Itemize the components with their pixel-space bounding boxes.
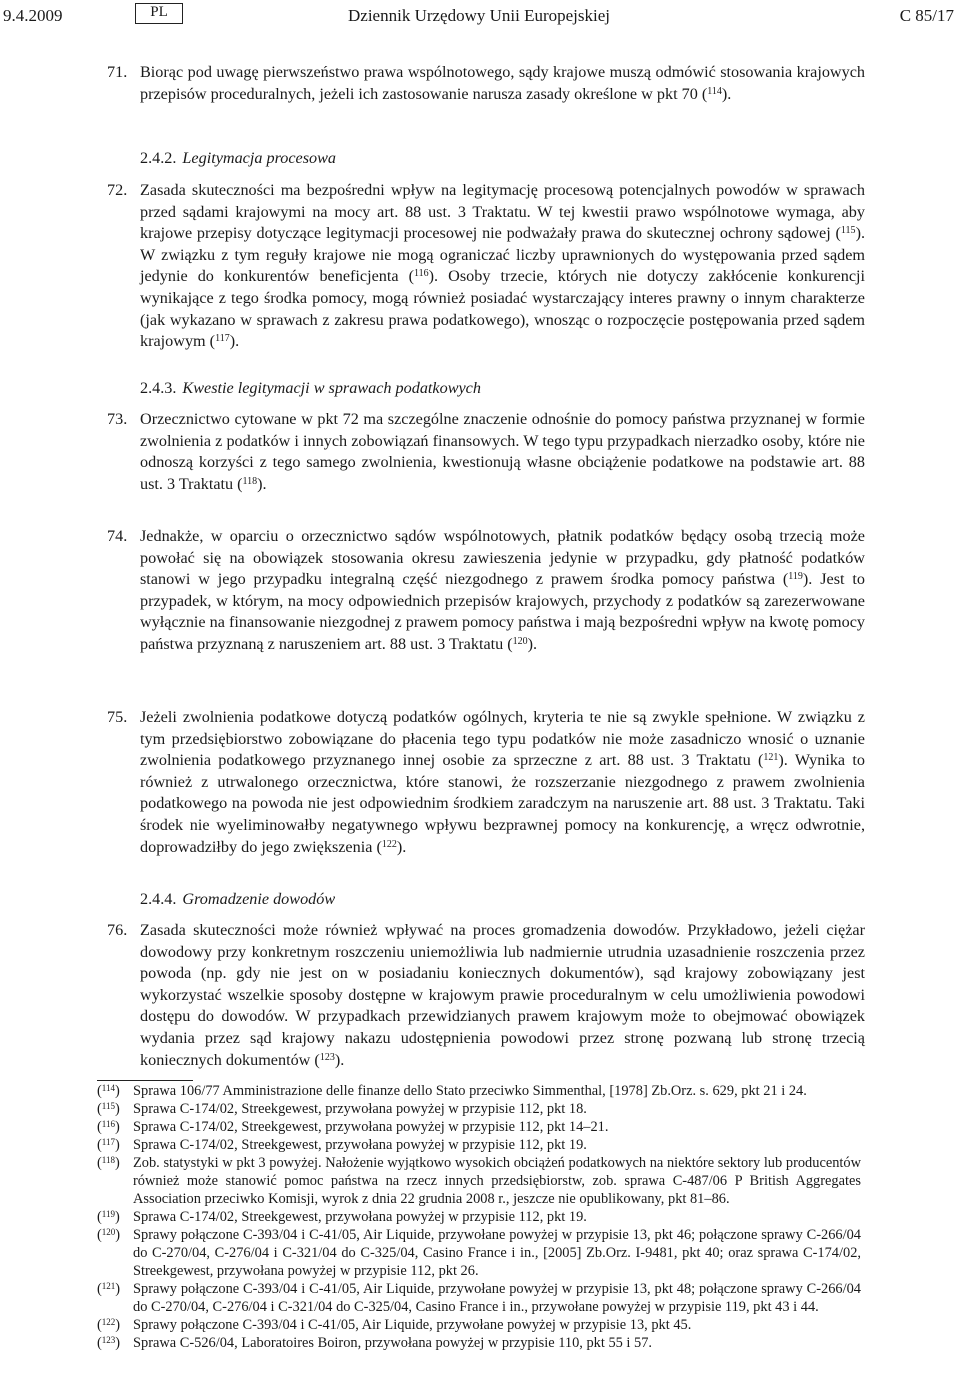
footnote-number: ($^{115}$) xyxy=(97,1101,120,1117)
language-badge: PL xyxy=(135,3,183,24)
footnote-text: Sprawy połączone C-393/04 i C-41/05, Air Liquide, przywołane powyżej w przypisie 13, pkt 46; połączone sprawy C-266/04 do C-270/04, C-276/04 i C-321/04 do C-325/04, Casino France i in., [2005] Zb.Orz. I-9481, pkt 40; oraz sprawa C-174/02, Streekgewest, przywołana powyżej w przypisie 112, pkt 26. xyxy=(133,1227,861,1279)
paragraph-72 xyxy=(107,180,865,353)
footnote-ref[interactable]: 123 xyxy=(319,1051,335,1063)
footnote-item xyxy=(97,1334,861,1352)
paragraph-number: 75. xyxy=(107,708,128,726)
footnote-text: Sprawa C-174/02, Streekgewest, przywołana powyżej w przypisie 112, pkt 19. xyxy=(133,1137,587,1153)
section-heading-2-4-2 xyxy=(140,147,336,169)
footnote-ref[interactable]: 120 xyxy=(512,635,528,647)
paragraph-text: Zasada skuteczności ma bezpośredni wpływ na legitymację procesową potencjalnych powodów w sprawach przed sądami krajowymi na mocy art. 88 ust. 3 Traktatu. W tej kwestii prawo wspólnotowe wymaga, aby krajowe przepisy dotyczące legitymacji procesowej nie podważały prawa do skutecznej ochrony sądowej ($^{115}$). W związku z tym reguły krajowe nie mogą ograniczać liczby uprawnionych do występowania przed sądem jedynie do konkurentów beneficjenta ($^{116}$). Osoby trzecie, których nie dotyczy zakłócenie konkurencji wynikające z tego środka pomocy, mogą również posiadać wystarczający interes prawny o innym charakterze (jak wykazano w sprawach z zakresu prawa podatkowego), wnosząc o rozpoczęcie postępowania przed sądem krajowym ($^{117}$). xyxy=(140,181,865,351)
footnotes xyxy=(97,1082,861,1352)
paragraph-text: Biorąc pod uwagę pierwszeństwo prawa wspólnotowego, sądy krajowe muszą odmówić stosowania krajowych przepisów proceduralnych, jeżeli ich zastosowanie narusza zasady określone w pkt 70 ($^{114}$). xyxy=(140,63,865,103)
paragraph-75 xyxy=(107,707,865,858)
footnote-item xyxy=(97,1226,861,1280)
footnote-text: Sprawy połączone C-393/04 i C-41/05, Air Liquide, przywołane powyżej w przypisie 13, pkt 45. xyxy=(133,1317,692,1333)
section-heading-2-4-3 xyxy=(140,377,481,399)
header-date: 9.4.2009 xyxy=(3,6,63,25)
paragraph-number: 74. xyxy=(107,527,128,545)
footnote-item xyxy=(97,1154,861,1208)
paragraph-number: 71. xyxy=(107,63,128,81)
footnote-ref[interactable]: 118 xyxy=(242,475,258,487)
footnote-ref[interactable]: 116 xyxy=(414,268,429,280)
footnote-text: Sprawy połączone C-393/04 i C-41/05, Air Liquide, przywołane powyżej w przypisie 13, pkt 48; połączone sprawy C-266/04 do C-270/04, C-276/04 i C-321/04 do C-325/04, Casino France i in., przywołane powyżej w przypisie 119, pkt 43 i 44. xyxy=(133,1281,861,1315)
footnote-ref[interactable]: 117 xyxy=(215,333,230,345)
footnote-number: ($^{121}$) xyxy=(97,1281,121,1297)
footnote-number: ($^{122}$) xyxy=(97,1317,121,1333)
section-title: Gromadzenie dowodów xyxy=(182,890,336,908)
footnote-number: ($^{119}$) xyxy=(97,1209,120,1225)
footnote-item xyxy=(97,1208,861,1226)
section-title: Kwestie legitymacji w sprawach podatkowych xyxy=(182,379,481,397)
footnote-number: ($^{123}$) xyxy=(97,1335,121,1351)
footnote-ref[interactable]: 115 xyxy=(840,225,856,237)
footnote-item xyxy=(97,1082,861,1100)
paragraph-text: Jednakże, w oparciu o orzecznictwo sądów wspólnotowych, płatnik podatków będący osobą trzecią może powołać się na obowiązek stosowania okresu zawieszenia jedynie w przypadku, gdy płatność podatków stanowi w jego przypadku integralną część niezgodnego z prawem środka pomocy państwa ($^{119}$). Jest to przypadek, w którym, na mocy odpowiednich przepisów krajowych, przychody z podatków są zarezerwowane wyłącznie na finansowanie niezgodnej z prawem pomocy państwa i mają bezpośredni wpływ na kwotę pomocy państwa przyznaną z naruszeniem art. 88 ust. 3 Traktatu ($^{120}$). xyxy=(140,527,865,653)
footnote-number: ($^{120}$) xyxy=(97,1227,121,1243)
footnote-number: ($^{118}$) xyxy=(97,1155,120,1171)
paragraph-74 xyxy=(107,526,865,656)
footnote-text: Sprawa C-526/04, Laboratoires Boiron, przywołana powyżej w przypisie 110, pkt 55 i 57. xyxy=(133,1335,653,1351)
section-title: Legitymacja procesowa xyxy=(182,149,337,167)
footnote-ref[interactable]: 121 xyxy=(763,752,779,764)
footnote-text: Sprawa C-174/02, Streekgewest, przywołana powyżej w przypisie 112, pkt 18. xyxy=(133,1101,587,1117)
footnote-text: Sprawa C-174/02, Streekgewest, przywołana powyżej w przypisie 112, pkt 19. xyxy=(133,1209,587,1225)
section-number: 2.4.2. xyxy=(140,149,177,167)
paragraph-number: 73. xyxy=(107,410,128,428)
footnote-ref[interactable]: 122 xyxy=(381,838,397,850)
page-reference: C 85/17 xyxy=(899,6,954,25)
paragraph-76 xyxy=(107,920,865,1071)
paragraph-73 xyxy=(107,409,865,495)
paragraph-text: Zasada skuteczności może również wpływać na proces gromadzenia dowodów. Przykładowo, jeżeli ciężar dowodowy przy konkretnym roszczeniu uniemożliwia lub nadmiernie utrudnia uzasadnienie roszczenia przez powoda (np. gdy nie jest on w posiadaniu koniecznych dokumentów), sąd krajowy zobowiązany jest wykorzystać wszelkie sposoby dostępne w krajowym prawie proceduralnym w celu umożliwienia powodowi dostępu do dowodów. W przypadkach przewidzianych prawem krajowym może to obejmować obowiązek wydania przez sąd krajowy nakazu udostępnienia powodowi przez stronę pozwaną lub stronę trzecią koniecznych dokumentów ($^{123}$). xyxy=(140,921,865,1069)
footnote-item xyxy=(97,1118,861,1136)
paragraph-text: Orzecznictwo cytowane w pkt 72 ma szczególne znaczenie odnośnie do pomocy państwa przyznanej w formie zwolnienia z podatków i innych zobowiązań finansowych. W tego typu przypadkach nierzadko osoby, które nie odnoszą korzyści z tego samego zwolnienia, kwestionują własne obciążenie podatkowe na podstawie art. 88 ust. 3 Traktatu ($^{118}$). xyxy=(140,410,865,493)
footnote-divider xyxy=(97,1080,193,1081)
footnote-number: ($^{117}$) xyxy=(97,1137,120,1153)
footnote-text: Sprawa C-174/02, Streekgewest, przywołana powyżej w przypisie 112, pkt 14–21. xyxy=(133,1119,609,1135)
section-heading-2-4-4 xyxy=(140,888,335,910)
journal-title: Dziennik Urzędowy Unii Europejskiej xyxy=(348,6,611,25)
footnote-number: ($^{116}$) xyxy=(97,1119,120,1135)
paragraph-text: Jeżeli zwolnienia podatkowe dotyczą podatków ogólnych, kryteria te nie są zwykle spełnione. W związku z tym przedsiębiorstwo zobowiązane do płacenia tego typu podatków nie może zasadniczo wnosić o uznanie zwolnienia podatkowego przyznanego innej osobie za sprzeczne z art. 88 ust. 3 Traktatu ($^{121}$). Wynika to również z utrwalonego orzecznictwa, które stanowi, że rozszerzanie niezgodnego z prawem zwolnienia podatkowego na powoda nie jest odpowiednim środkiem zaradczym na naruszenie art. 88 ust. 3 Traktatu. Taki środek nie wyeliminowałby negatywnego wpływu bezprawnej pomocy na konkurencję, a wręcz odwrotnie, doprowadziłby do jego zwiększenia ($^{122}$). xyxy=(140,708,865,856)
section-number: 2.4.3. xyxy=(140,379,177,397)
footnote-item xyxy=(97,1316,861,1334)
paragraph-number: 76. xyxy=(107,921,128,939)
footnote-number: ($^{114}$) xyxy=(97,1083,120,1099)
footnote-text: Sprawa 106/77 Amministrazione delle finanze dello Stato przeciwko Simmenthal, [1978] Zb.Orz. s. 629, pkt 21 i 24. xyxy=(133,1083,807,1099)
section-number: 2.4.4. xyxy=(140,890,177,908)
footnote-ref[interactable]: 114 xyxy=(707,85,722,97)
footnote-ref[interactable]: 119 xyxy=(788,571,803,583)
paragraph-71 xyxy=(107,62,865,105)
footnote-item xyxy=(97,1100,861,1118)
footnote-text: Zob. statystyki w pkt 3 powyżej. Nałożenie wyjątkowo wysokich obciążeń podatkowych na niektóre sektory lub producentów również może stanowić pomoc państwa na rzecz innych przedsiębiorstw, zob. sprawa C-487/06 P British Aggregates Association przeciwko Komisji, wyrok z dnia 22 grudnia 2008 r., jeszcze nie opublikowany, pkt 81–86. xyxy=(133,1155,861,1207)
footnote-item xyxy=(97,1280,861,1316)
paragraph-number: 72. xyxy=(107,181,128,199)
footnote-item xyxy=(97,1136,861,1154)
